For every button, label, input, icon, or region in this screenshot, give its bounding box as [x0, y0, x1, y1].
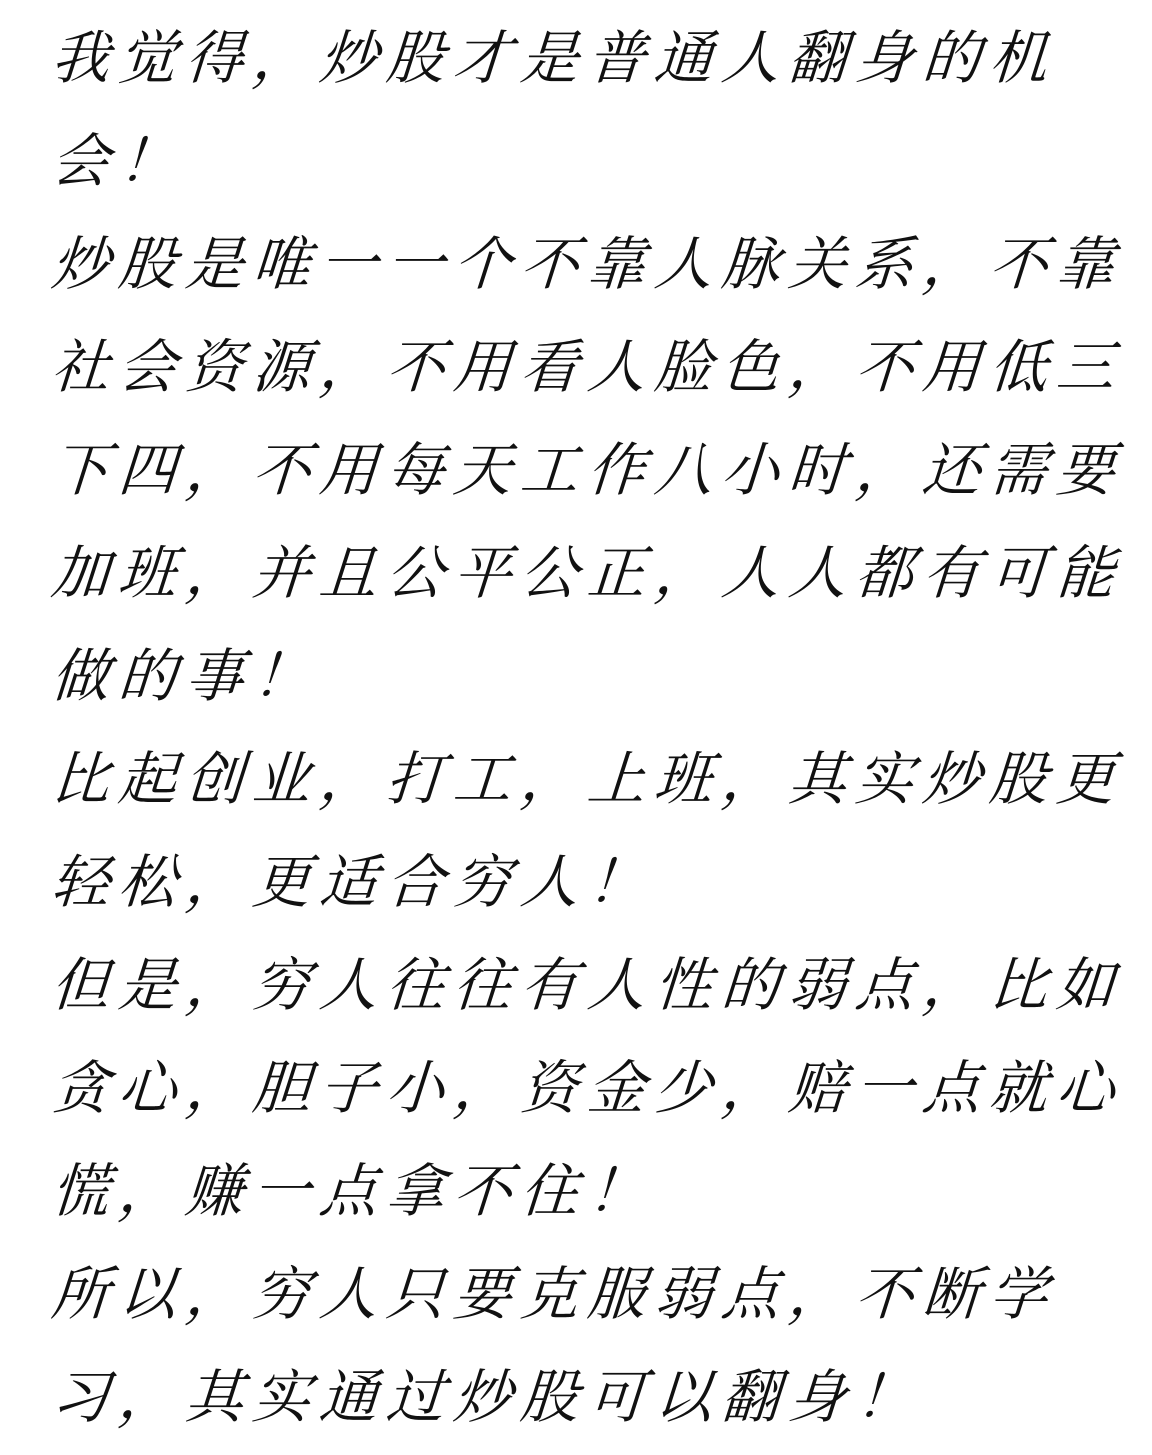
- handwritten-text-block: [49, 0, 1126, 1442]
- text-line-1: 我觉得，炒股才是普通人翻身的机: [49, 24, 1059, 92]
- text-line-5: 下四，不用每天工作八小时，还需要: [49, 436, 1126, 504]
- text-line-2: 会！: [49, 127, 188, 195]
- text-line-6: 加班，并且公平公正，人人都有可能: [49, 539, 1126, 607]
- text-line-7: 做的事！: [49, 642, 322, 710]
- text-line-11: 贪心，胆子小，资金少，赔一点就心: [49, 1054, 1126, 1122]
- text-line-13: 所以，穷人只要克服弱点，不断学: [49, 1260, 1059, 1328]
- text-line-4: 社会资源，不用看人脸色，不用低三: [49, 333, 1126, 401]
- text-line-10: 但是，穷人往往有人性的弱点，比如: [49, 951, 1126, 1019]
- text-line-3: 炒股是唯一一个不靠人脉关系，不靠: [49, 230, 1126, 298]
- text-line-14: 习，其实通过炒股可以翻身！: [49, 1363, 925, 1431]
- text-line-12: 慌，赚一点拿不住！: [49, 1157, 657, 1225]
- text-line-8: 比起创业，打工，上班，其实炒股更: [49, 745, 1126, 813]
- text-line-9: 轻松，更适合穷人！: [49, 848, 657, 916]
